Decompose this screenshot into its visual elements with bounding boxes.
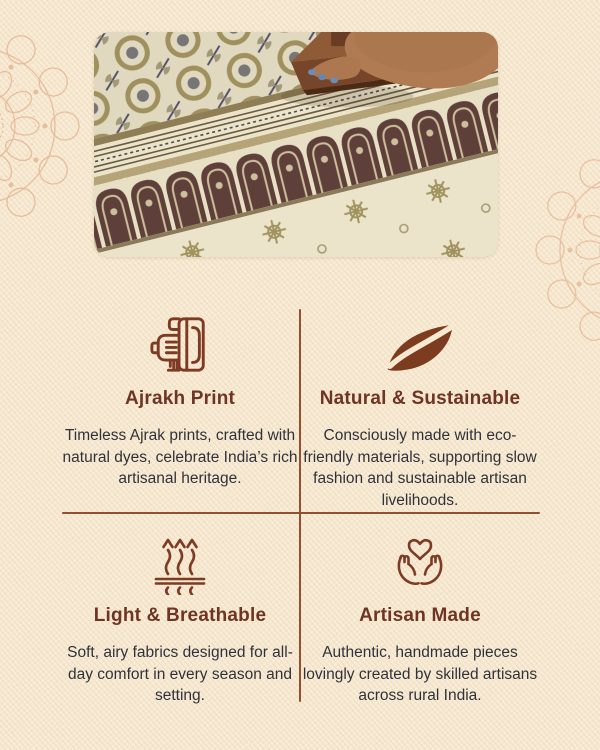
hero-photo-art xyxy=(94,32,498,257)
feature-description: Consciously made with eco-friendly materials, supporting slow fashion and sustainable artisan livelihoods. xyxy=(303,427,537,510)
feature-title: Artisan Made xyxy=(359,605,481,626)
block-print-stamp-icon xyxy=(149,310,211,380)
horizontal-divider xyxy=(62,512,540,514)
airflow-breathable-icon xyxy=(148,527,212,597)
feature-artisan-made xyxy=(300,513,540,707)
leaf-icon xyxy=(382,310,458,380)
mandala-ornament-top-left xyxy=(0,16,87,236)
feature-natural-sustainable xyxy=(300,296,540,513)
feature-description: Timeless Ajrak prints, crafted with natural dyes, celebrate India’s rich artisanal heritage. xyxy=(62,427,298,488)
feature-title: Natural & Sustainable xyxy=(319,388,521,409)
feature-description: Soft, airy fabrics designed for all-day comfort in every season and setting. xyxy=(67,644,293,705)
feature-ajrakh-print xyxy=(60,296,300,513)
hands-holding-heart-icon xyxy=(388,527,452,597)
vertical-divider xyxy=(299,309,301,702)
hero-image xyxy=(94,32,498,257)
feature-title: Ajrakh Print xyxy=(124,388,236,409)
feature-light-breathable xyxy=(60,513,300,707)
feature-title: Light & Breathable xyxy=(93,605,267,626)
feature-description: Authentic, handmade pieces lovingly created by skilled artisans across rural India. xyxy=(302,644,538,705)
